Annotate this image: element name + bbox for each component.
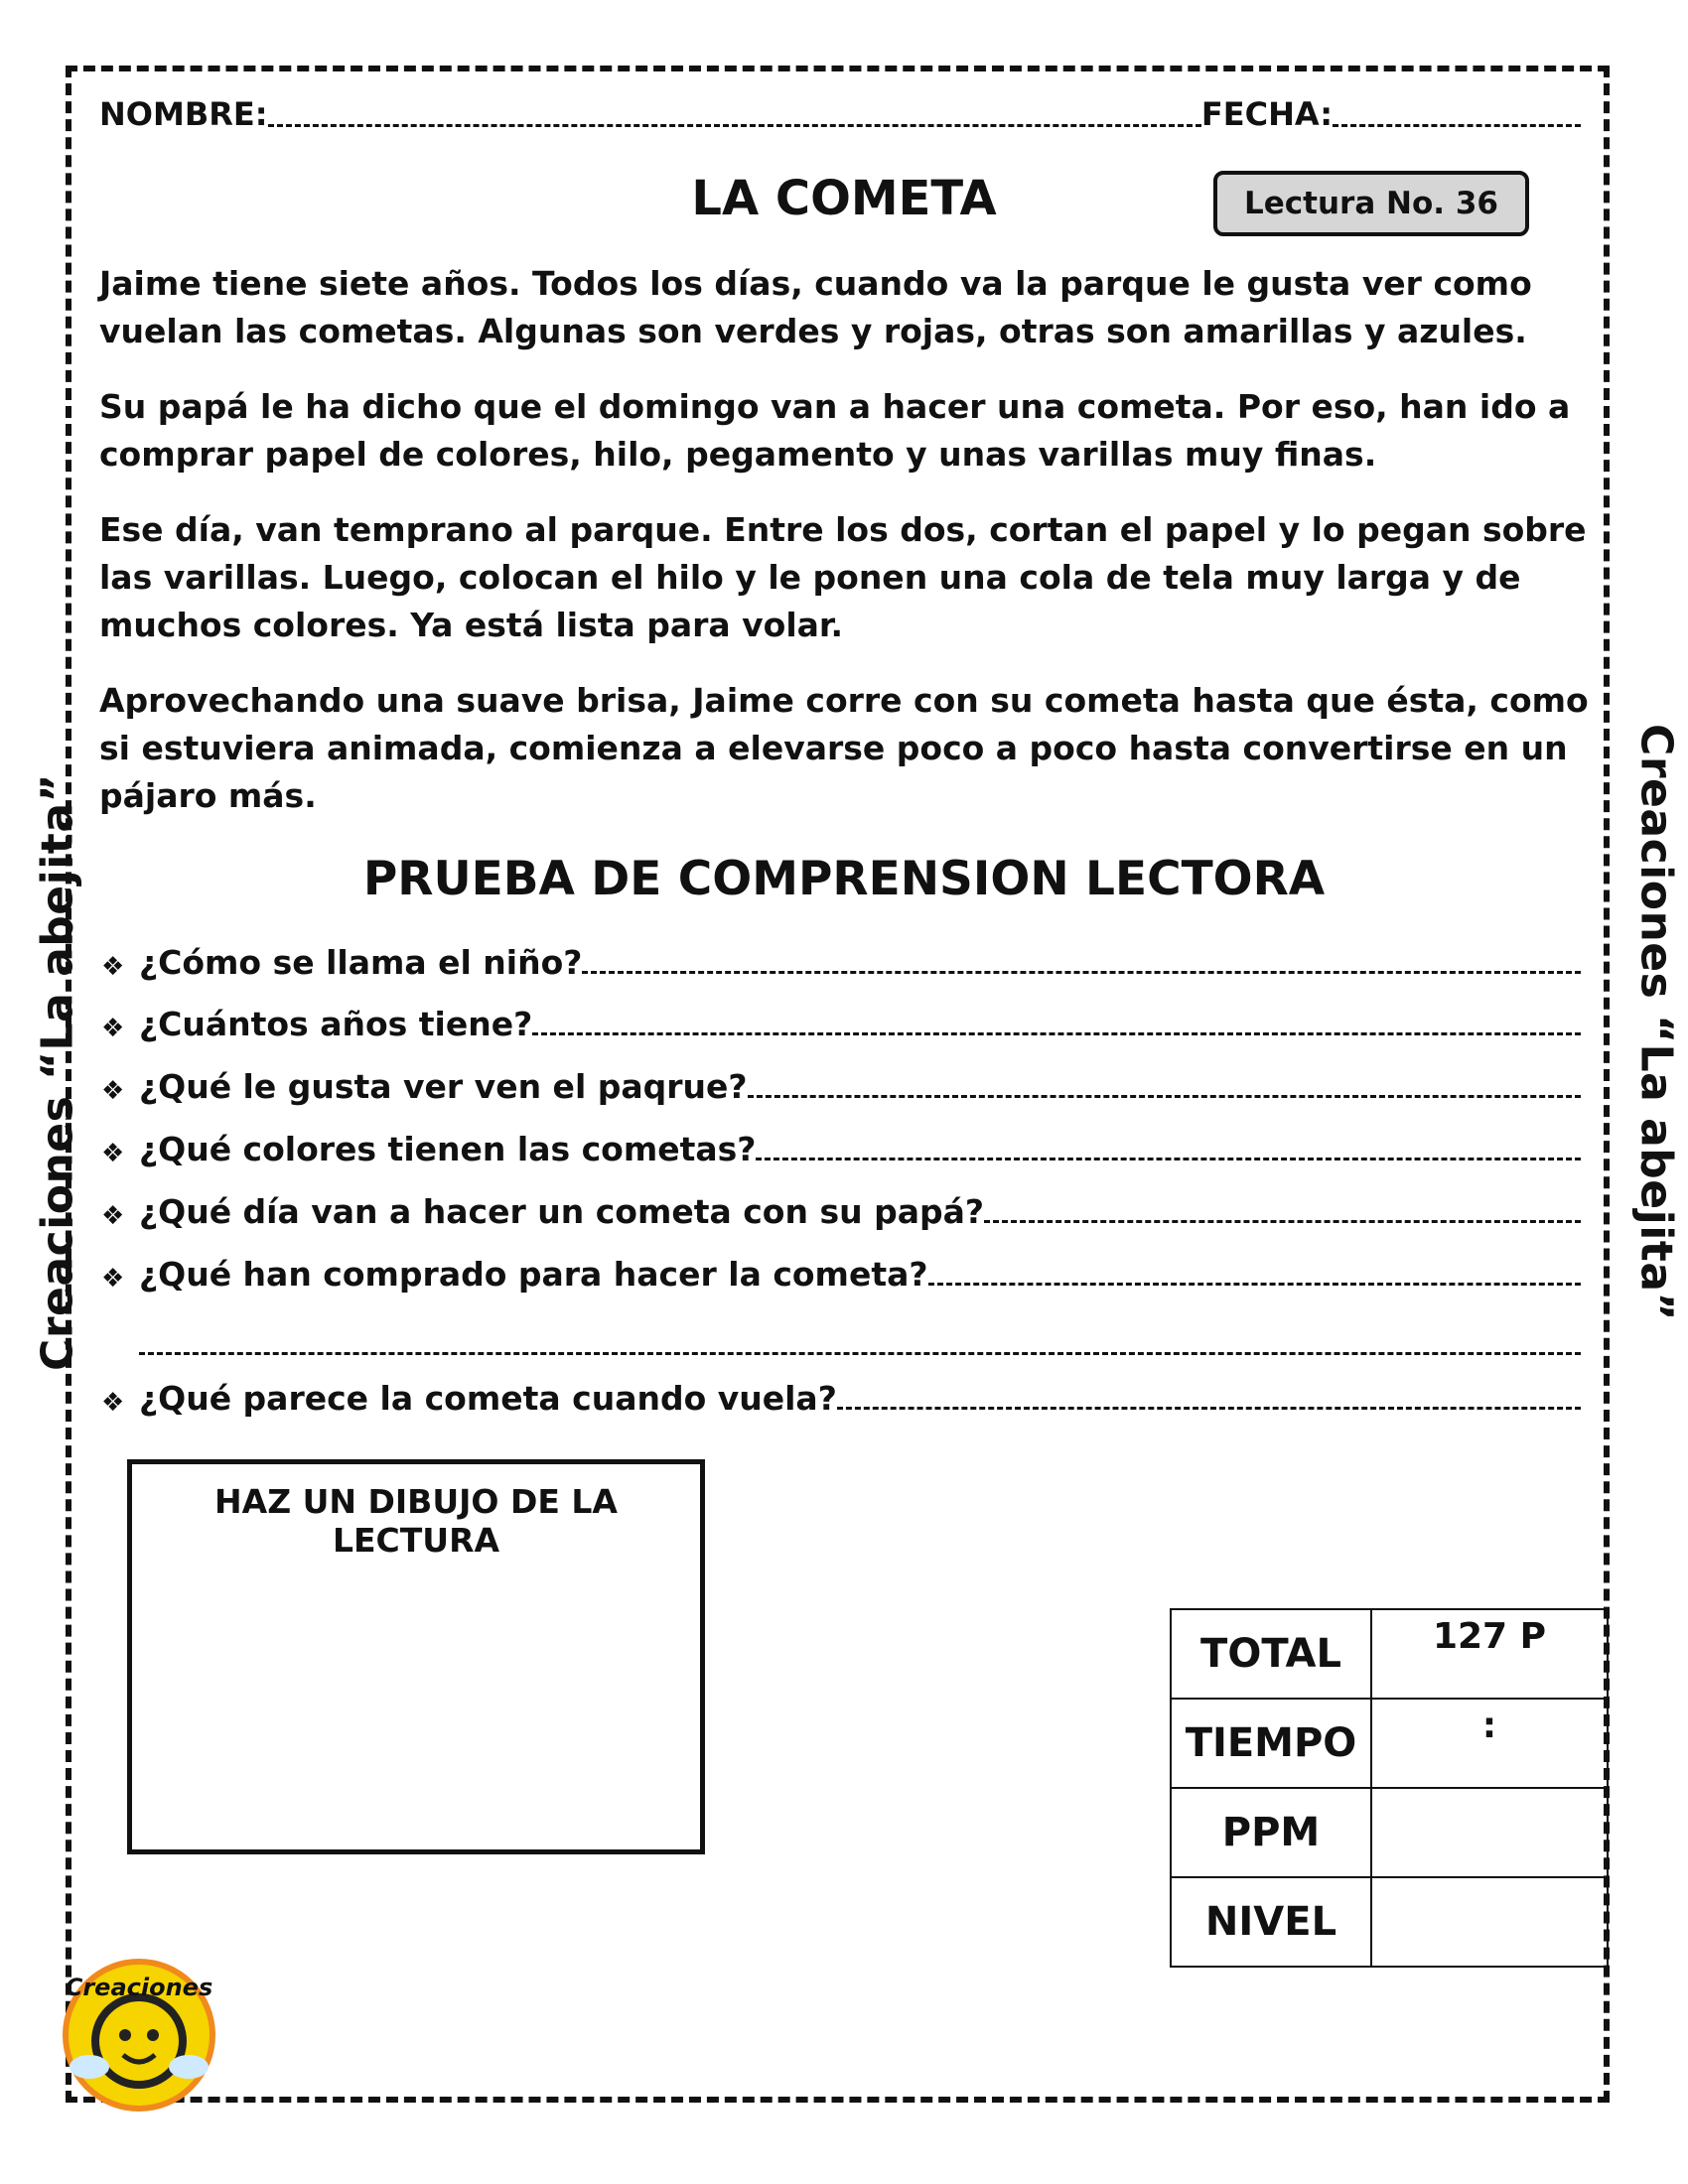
side-watermark-left: Creaciones “La abejita”	[32, 773, 83, 1371]
question-3	[101, 1067, 1581, 1106]
score-row-total	[1171, 1609, 1608, 1699]
score-label: TOTAL	[1171, 1609, 1371, 1699]
diamond-bullet-icon: ❖	[101, 1139, 125, 1168]
answer-line[interactable]	[984, 1220, 1581, 1223]
score-value[interactable]	[1371, 1877, 1608, 1967]
answer-line[interactable]	[837, 1407, 1581, 1410]
date-label: FECHA:	[1200, 95, 1333, 133]
score-row-ppm	[1171, 1788, 1608, 1877]
question-7	[101, 1379, 1581, 1418]
answer-line[interactable]	[756, 1158, 1581, 1160]
drawing-box-title: HAZ UN DIBUJO DE LA LECTURA	[214, 1482, 618, 1560]
diamond-bullet-icon: ❖	[101, 952, 125, 982]
paragraph-2: Su papá le ha dicho que el domingo van a hacer una cometa. Por eso, han ido a comprar papel de colores, hilo, pegamento y unas varillas muy finas.	[99, 387, 1571, 474]
question-text: ¿Qué le gusta ver ven el paqrue?	[139, 1067, 748, 1106]
bee-logo-icon	[60, 1956, 218, 2115]
logo-text: Creaciones	[65, 1974, 213, 2001]
diamond-bullet-icon: ❖	[101, 1201, 125, 1231]
score-row-level	[1171, 1877, 1608, 1967]
question-2	[101, 1005, 1581, 1043]
score-value[interactable]	[1371, 1788, 1608, 1877]
diamond-bullet-icon: ❖	[101, 1014, 125, 1043]
score-label: TIEMPO	[1171, 1699, 1371, 1788]
name-label: NOMBRE:	[99, 95, 268, 133]
paragraph-4: Aprovechando una suave brisa, Jaime corre con su cometa hasta que ésta, como si estuviera animada, comienza a elevarse poco a poco hasta convertirse en un pájaro más.	[99, 681, 1589, 815]
question-text: ¿Qué día van a hacer un cometa con su papá?	[139, 1192, 985, 1231]
score-label: PPM	[1171, 1788, 1371, 1877]
score-row-time	[1171, 1699, 1608, 1788]
reading-number-badge: Lectura No. 36	[1213, 171, 1529, 236]
diamond-bullet-icon: ❖	[101, 1388, 125, 1418]
question-text: ¿Cuántos años tiene?	[139, 1005, 533, 1043]
answer-line-extra[interactable]	[139, 1352, 1581, 1355]
answer-line[interactable]	[928, 1283, 1581, 1286]
answer-line[interactable]	[532, 1032, 1581, 1035]
header-row	[99, 95, 1581, 133]
score-value[interactable]: :	[1371, 1699, 1608, 1788]
question-text: ¿Cómo se llama el niño?	[139, 943, 583, 982]
question-5	[101, 1192, 1581, 1231]
diamond-bullet-icon: ❖	[101, 1076, 125, 1106]
question-1	[101, 943, 1581, 982]
answer-line[interactable]	[748, 1095, 1581, 1098]
answer-line[interactable]	[582, 971, 1581, 974]
score-table	[1170, 1608, 1609, 1968]
quiz-title: PRUEBA DE COMPRENSION LECTORA	[362, 852, 1326, 906]
question-6	[101, 1255, 1581, 1294]
drawing-box[interactable]	[127, 1459, 705, 1854]
date-field[interactable]	[1333, 124, 1581, 127]
paragraph-1: Jaime tiene siete años. Todos los días, cuando va la parque le gusta ver como vuelan las cometas. Algunas son verdes y rojas, otras son amarillas y azules.	[99, 264, 1532, 350]
diamond-bullet-icon: ❖	[101, 1264, 125, 1294]
question-4	[101, 1130, 1581, 1168]
question-text: ¿Qué han comprado para hacer la cometa?	[139, 1255, 928, 1294]
question-text: ¿Qué parece la cometa cuando vuela?	[139, 1379, 837, 1418]
side-watermark-right: Creaciones “La abejita”	[1630, 724, 1682, 1321]
name-field[interactable]	[268, 124, 1201, 127]
question-text: ¿Qué colores tienen las cometas?	[139, 1130, 757, 1168]
paragraph-3: Ese día, van temprano al parque. Entre los dos, cortan el papel y lo pegan sobre las varillas. Luego, colocan el hilo y le ponen una cola de tela muy larga y de muchos colores. Ya está lista para volar.	[99, 510, 1587, 644]
score-value[interactable]: 127 P	[1371, 1609, 1608, 1699]
score-label: NIVEL	[1171, 1877, 1371, 1967]
page-title: LA COMETA	[691, 171, 997, 226]
